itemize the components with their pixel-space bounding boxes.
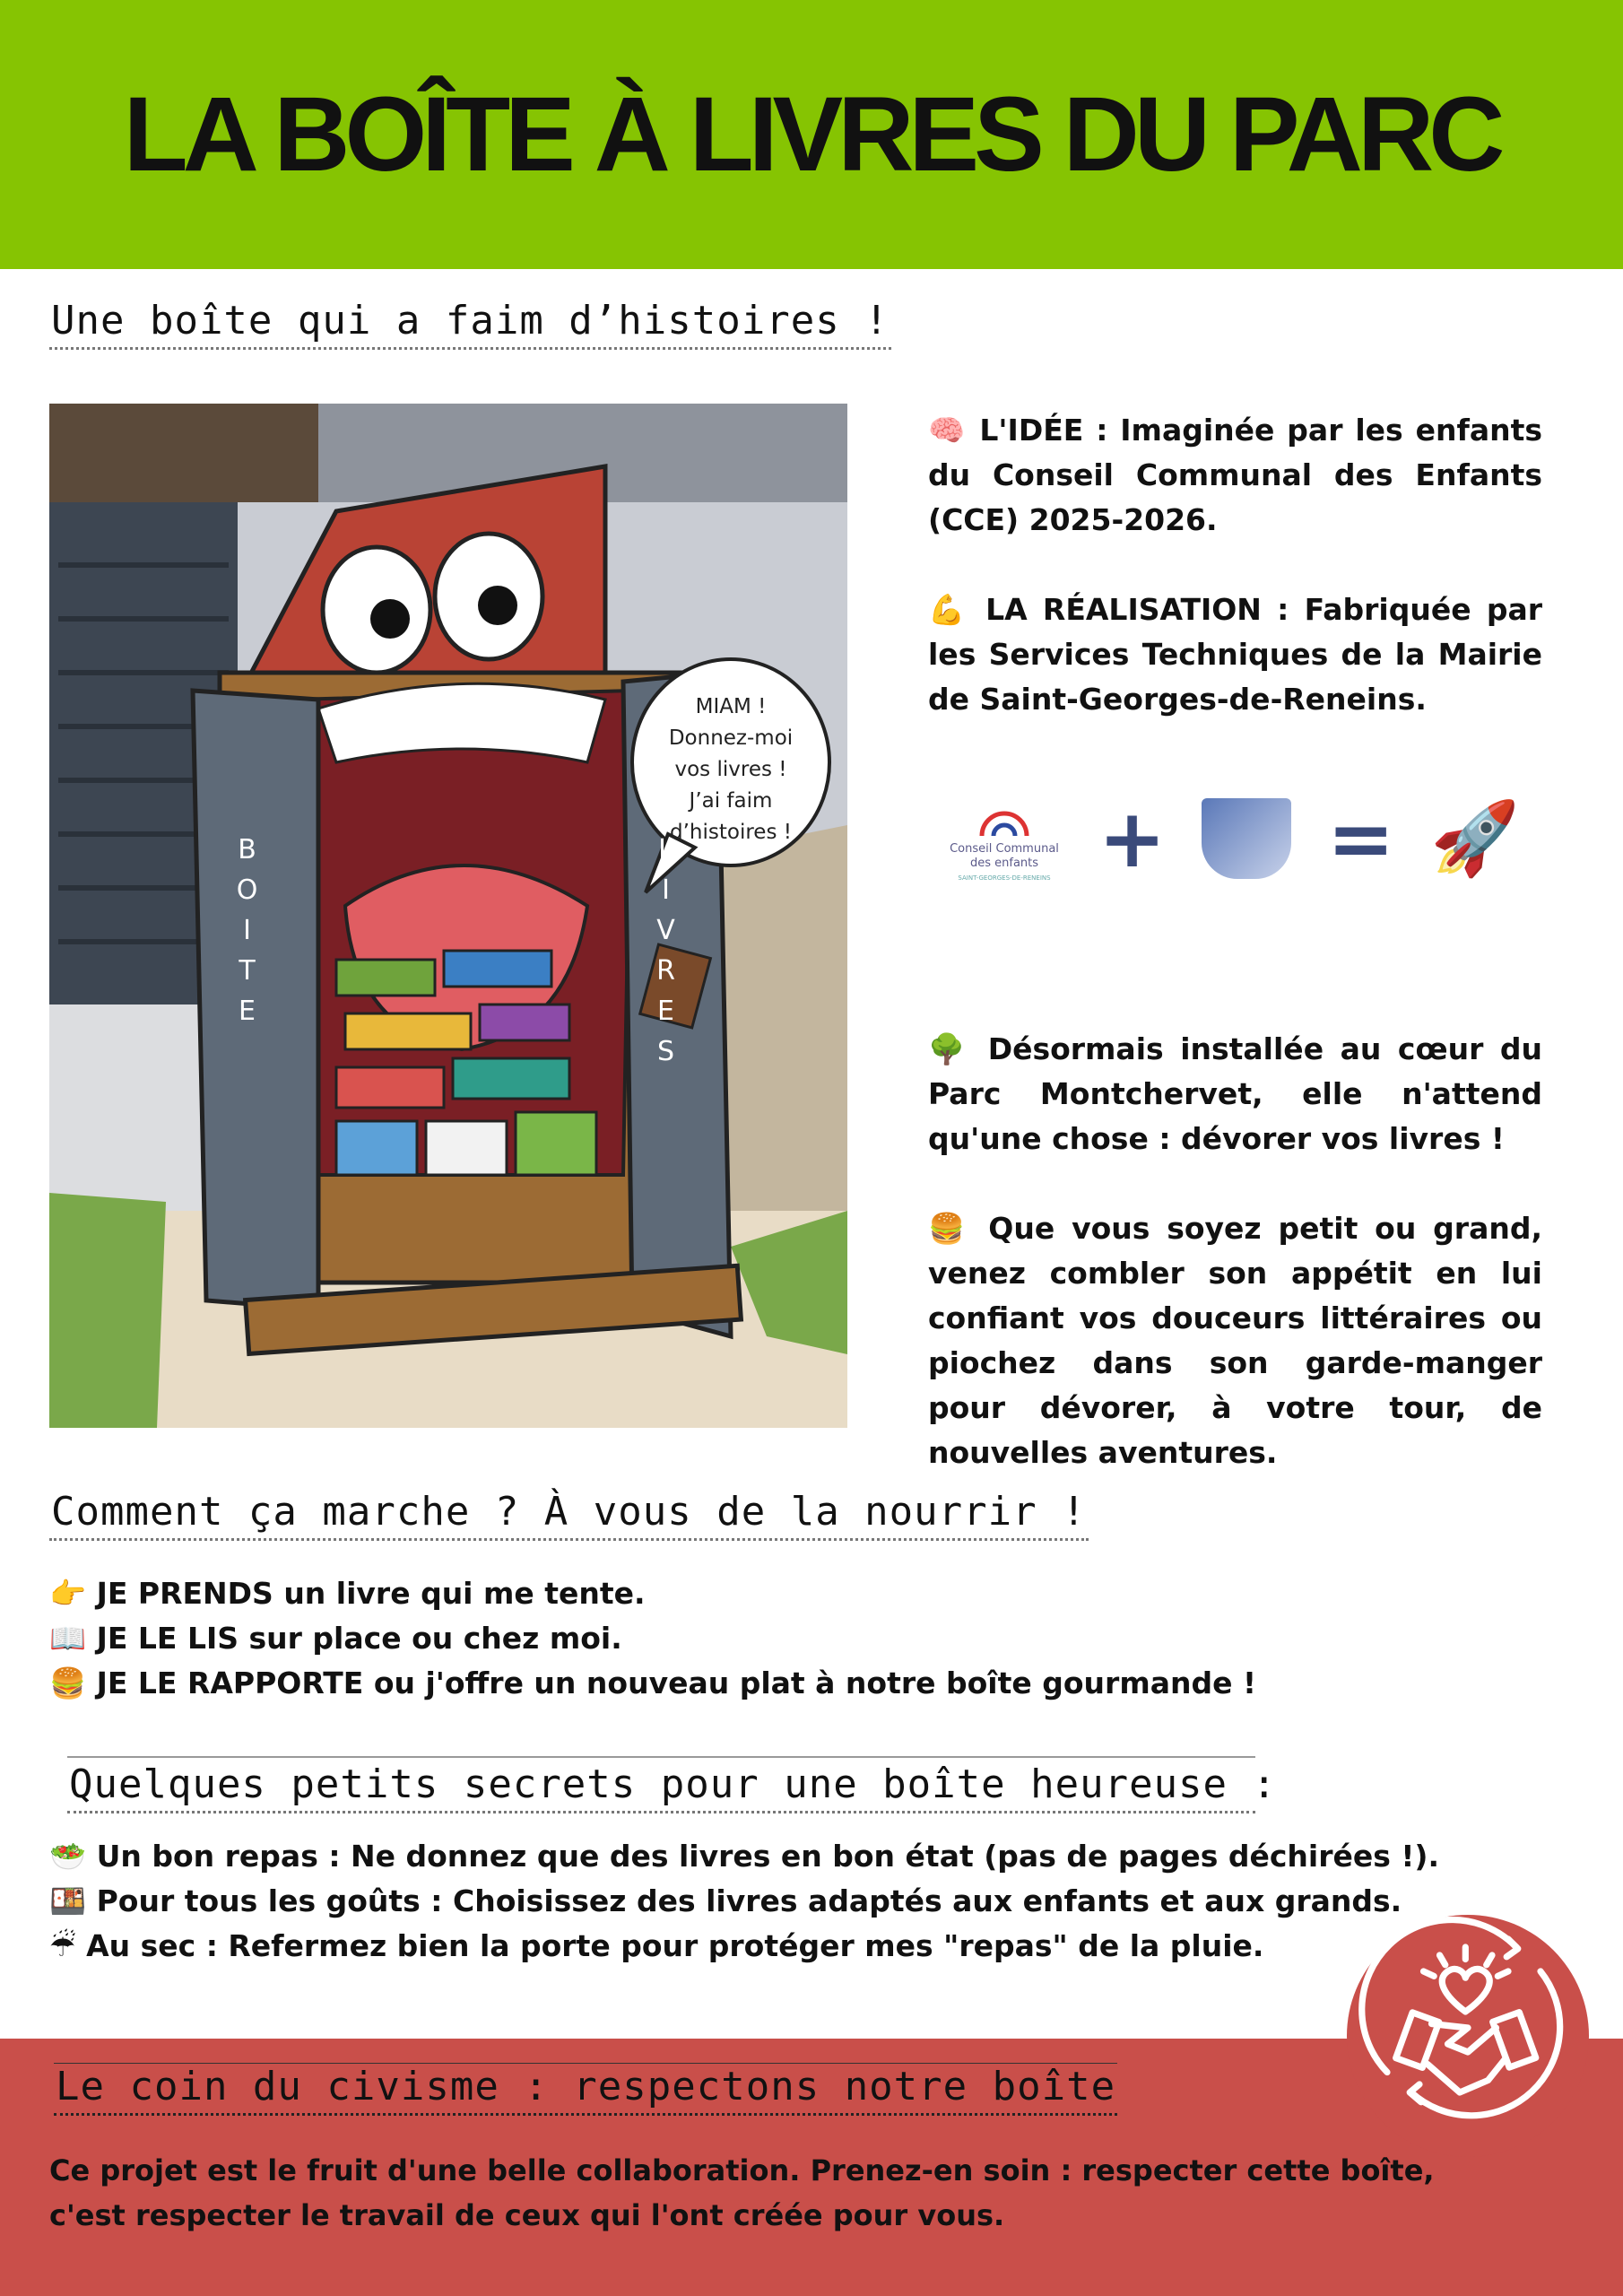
handshake-heart-icon bbox=[1347, 1915, 1589, 2157]
book-box-illustration bbox=[49, 404, 847, 1428]
cce-logo: Conseil Communal des enfants SAINT-GEORGES-DE-RENEINS bbox=[946, 793, 1063, 885]
page-title: LA BOÎTE À LIVRES DU PARC bbox=[123, 75, 1500, 194]
speech-line: vos livres ! bbox=[674, 758, 787, 781]
rocket-icon: 🚀 bbox=[1430, 796, 1520, 880]
info-column bbox=[928, 408, 1542, 1520]
partners-logos bbox=[946, 789, 1520, 888]
list-item: 🍔 JE LE RAPPORTE ou j'offre un nouveau plat à notre boîte gourmande ! bbox=[49, 1665, 1257, 1700]
section-title-how: Comment ça marche ? À vous de la nourrir ! bbox=[49, 1489, 1089, 1541]
civics-text: Ce projet est le fruit d'une belle collaboration. Prenez-en soin : respecter cette boîte, c'est respecter le travail de ceux qui l'ont créée pour vous. bbox=[49, 2153, 1435, 2232]
speech-line: J’ai faim bbox=[689, 789, 773, 813]
handshake-heart-badge bbox=[1347, 1915, 1589, 2157]
section-title-secrets: Quelques petits secrets pour une boîte heureuse : bbox=[67, 1756, 1255, 1813]
plus-sign: + bbox=[1098, 791, 1167, 886]
secrets-list bbox=[49, 1834, 1439, 1969]
equals-sign: = bbox=[1327, 791, 1395, 886]
speech-line: Donnez-moi bbox=[668, 726, 794, 750]
info-realisation: 💪 LA RÉALISATION : Fabriquée par les Services Techniques de la Mairie de Saint-Georges-de-Reneins. bbox=[928, 592, 1542, 717]
info-location: 🌳 Désormais installée au cœur du Parc Montchervet, elle n'attend qu'une chose : dévorer vos livres ! bbox=[928, 1031, 1542, 1156]
header-banner bbox=[0, 0, 1623, 269]
list-item: 📖 JE LE LIS sur place ou chez moi. bbox=[49, 1621, 622, 1656]
list-item: 🥗 Un bon repas : Ne donnez que des livres en bon état (pas de pages déchirées !). bbox=[49, 1839, 1440, 1874]
section-title-intro: Une boîte qui a faim d’histoires ! bbox=[49, 298, 891, 350]
door-left-label: BOITE bbox=[231, 834, 263, 1036]
info-idea: 🧠 L'IDÉE : Imaginée par les enfants du Conseil Communal des Enfants (CCE) 2025-2026. bbox=[928, 413, 1542, 537]
list-item: ☔ Au sec : Refermez bien la porte pour protéger mes "repas" de la pluie. bbox=[49, 1928, 1264, 1963]
info-invitation: 🍔 Que vous soyez petit ou grand, venez combler son appétit en lui confiant vos douceurs littéraires ou piochez dans son garde-manger pour dévorer, à votre tour, de nouvelles aventures. bbox=[928, 1211, 1542, 1470]
door-right-label: LIVRES bbox=[650, 834, 681, 1076]
speech-line: d’histoires ! bbox=[670, 821, 792, 844]
town-crest-logo bbox=[1202, 798, 1291, 879]
section-title-civics: Le coin du civisme : respectons notre boîte bbox=[54, 2063, 1117, 2116]
list-item: 🍱 Pour tous les goûts : Choisissez des livres adaptés aux enfants et aux grands. bbox=[49, 1883, 1402, 1918]
list-item: 👉 JE PRENDS un livre qui me tente. bbox=[49, 1576, 646, 1611]
speech-line: MIAM ! bbox=[695, 695, 767, 718]
how-list bbox=[49, 1571, 1256, 1706]
